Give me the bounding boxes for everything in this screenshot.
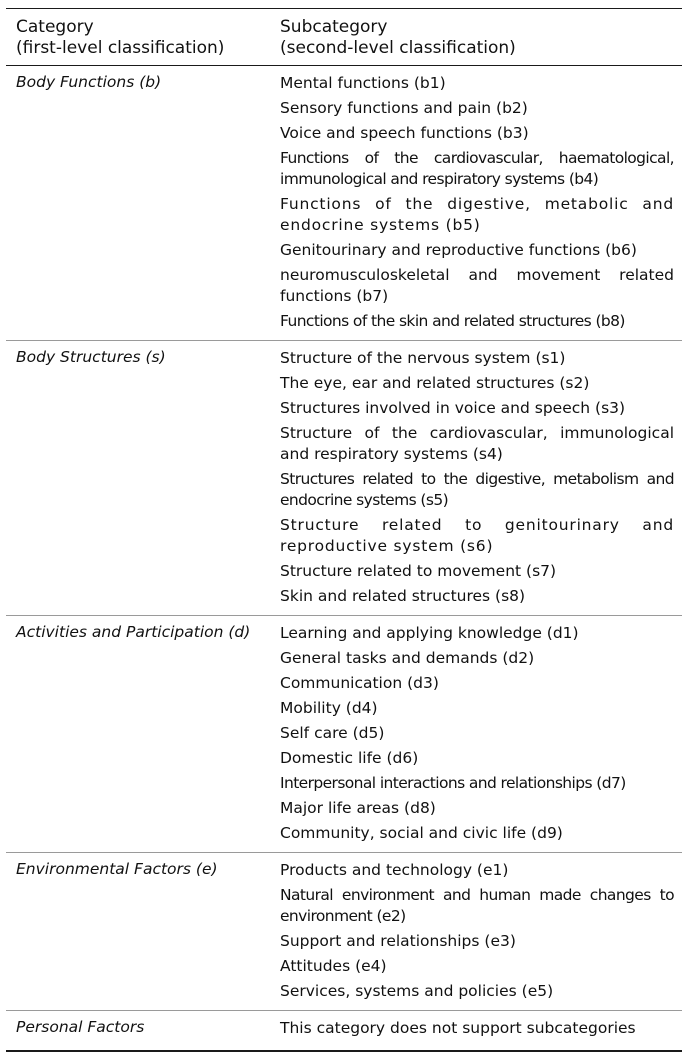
category-label: Environmental Factors (e) bbox=[16, 860, 218, 878]
header-subcategory bbox=[270, 17, 682, 59]
header-category bbox=[6, 17, 270, 59]
group-body-structures bbox=[6, 341, 682, 615]
category-label: Body Structures (s) bbox=[16, 348, 166, 366]
subcategory-item: Attitudes (e4) bbox=[280, 957, 387, 975]
subcategory-item: Structure related to movement (s7) bbox=[280, 562, 557, 580]
subcategory-item: This category does not support subcategories bbox=[280, 1019, 636, 1037]
table-header bbox=[6, 9, 682, 59]
subcategory-item: Support and relationships (e3) bbox=[280, 932, 516, 950]
category-label: Personal Factors bbox=[16, 1018, 145, 1036]
classification-table bbox=[6, 8, 682, 1052]
subcategory-list bbox=[270, 860, 682, 1006]
subcategory-item: Functions of the cardiovascular, haematological, immunological and respiratory systems (b4) bbox=[280, 149, 674, 188]
group-environmental-factors bbox=[6, 853, 682, 1010]
subcategory-item: Major life areas (d8) bbox=[280, 799, 436, 817]
subcategory-list bbox=[270, 73, 682, 336]
subcategory-item: The eye, ear and related structures (s2) bbox=[280, 374, 590, 392]
subcategory-item: General tasks and demands (d2) bbox=[280, 649, 535, 667]
subcategory-item: Functions of the skin and related structures (b8) bbox=[280, 312, 625, 330]
subcategory-item: Mobility (d4) bbox=[280, 699, 378, 717]
subcategory-list bbox=[270, 623, 682, 848]
subcategory-item: Structures related to the digestive, metabolism and endocrine systems (s5) bbox=[280, 470, 674, 509]
subcategory-item: neuromusculoskeletal and movement related functions (b7) bbox=[280, 266, 674, 305]
header-category-subtitle: (first-level classification) bbox=[16, 38, 225, 58]
group-body-functions bbox=[6, 66, 682, 340]
subcategory-item: Voice and speech functions (b3) bbox=[280, 124, 529, 142]
group-personal-factors bbox=[6, 1011, 682, 1050]
subcategory-item: Communication (d3) bbox=[280, 674, 439, 692]
category-label: Body Functions (b) bbox=[16, 73, 162, 91]
header-subcategory-subtitle: (second-level classification) bbox=[280, 38, 516, 58]
category-label: Activities and Participation (d) bbox=[16, 623, 251, 641]
group-activities-participation bbox=[6, 616, 682, 852]
subcategory-item: Skin and related structures (s8) bbox=[280, 587, 526, 605]
subcategory-item: Community, social and civic life (d9) bbox=[280, 824, 563, 842]
subcategory-item: Learning and applying knowledge (d1) bbox=[280, 624, 579, 642]
subcategory-item: Structure of the cardiovascular, immunological and respiratory systems (s4) bbox=[280, 424, 674, 463]
subcategory-item: Structure related to genitourinary and reproductive system (s6) bbox=[280, 516, 674, 555]
subcategory-item: Genitourinary and reproductive functions (b6) bbox=[280, 241, 637, 259]
subcategory-item: Mental functions (b1) bbox=[280, 74, 446, 92]
subcategory-item: Self care (d5) bbox=[280, 724, 385, 742]
subcategory-item: Products and technology (e1) bbox=[280, 861, 509, 879]
subcategory-list bbox=[270, 348, 682, 611]
subcategory-item: Sensory functions and pain (b2) bbox=[280, 99, 528, 117]
subcategory-item: Services, systems and policies (e5) bbox=[280, 982, 554, 1000]
subcategory-item: Natural environment and human made changes to environment (e2) bbox=[280, 886, 674, 925]
subcategory-item: Functions of the digestive, metabolic and endocrine systems (b5) bbox=[280, 195, 674, 234]
subcategory-item: Structures involved in voice and speech (s3) bbox=[280, 399, 626, 417]
subcategory-list bbox=[270, 1018, 682, 1043]
subcategory-item: Structure of the nervous system (s1) bbox=[280, 349, 566, 367]
subcategory-item: Domestic life (d6) bbox=[280, 749, 419, 767]
subcategory-item: Interpersonal interactions and relationships (d7) bbox=[280, 774, 626, 792]
header-category-title: Category bbox=[16, 17, 94, 37]
header-subcategory-title: Subcategory bbox=[280, 17, 388, 37]
